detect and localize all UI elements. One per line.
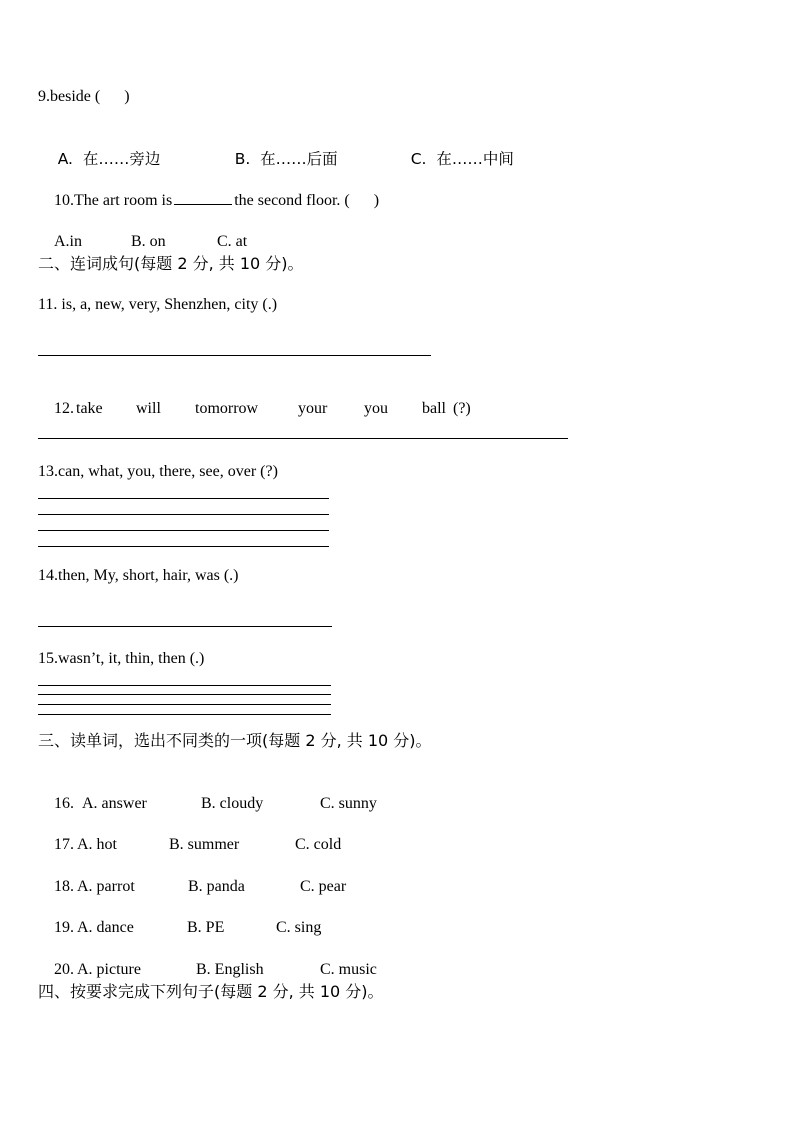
q9-option-c: C. 在……中间 — [410, 150, 514, 168]
answer-line-13a — [38, 498, 329, 499]
q18-number: 18. — [54, 878, 74, 895]
question-11: 11. is, a, new, very, Shenzhen, city (.) — [38, 296, 278, 313]
q17-option-a: A. hot — [77, 836, 117, 853]
q16-option-a: A. answer — [82, 795, 147, 812]
answer-line-12 — [38, 438, 568, 439]
answer-line-13d — [38, 546, 329, 547]
answer-line-15b — [38, 694, 331, 695]
q17-option-b: B. summer — [169, 836, 240, 853]
q18-option-b: B. panda — [188, 878, 245, 895]
q12-word: take — [76, 400, 103, 417]
answer-line-13c — [38, 530, 329, 531]
answer-line-14 — [38, 626, 332, 627]
q17-number: 17. — [54, 836, 74, 853]
q16-option-c: C. sunny — [320, 795, 377, 812]
q12-word: ball — [422, 400, 446, 417]
section-3-heading: 三、读单词，选出不同类的一项(每题 2 分, 共 10 分)。 — [38, 731, 432, 750]
q10-option-b: B. on — [131, 233, 166, 250]
q16-option-b: B. cloudy — [201, 795, 264, 812]
q16-number: 16. — [54, 795, 74, 812]
q10-option-c: C. at — [217, 233, 248, 250]
q20-option-b: B. English — [196, 961, 264, 978]
q12-word: tomorrow — [195, 400, 259, 417]
q20-number: 20. — [54, 961, 74, 978]
answer-line-13b — [38, 514, 329, 515]
q12-word: you — [364, 400, 388, 417]
q20-option-a: A. picture — [77, 961, 141, 978]
q9-option-b: B. 在……后面 — [234, 150, 338, 168]
q10-stem-before: 10.The art room is — [54, 192, 173, 209]
question-12 — [38, 379, 471, 439]
q19-number: 19. — [54, 919, 74, 936]
q18-option-a: A. parrot — [77, 878, 135, 895]
q12-word: (?) — [453, 400, 471, 417]
answer-line-15c — [38, 704, 331, 705]
question-14: 14.then, My, short, hair, was (.) — [38, 567, 239, 584]
question-15: 15.wasn’t, it, thin, then (.) — [38, 650, 205, 667]
answer-line-11 — [38, 355, 431, 356]
question-13: 13.can, what, you, there, see, over (?) — [38, 463, 278, 480]
q19-option-a: A. dance — [77, 919, 134, 936]
q12-word: will — [136, 400, 161, 417]
q10-option-a: A.in — [54, 233, 82, 250]
answer-line-15a — [38, 685, 331, 686]
section-4-heading: 四、按要求完成下列句子(每题 2 分, 共 10 分)。 — [38, 982, 384, 1001]
q19-option-c: C. sing — [276, 919, 322, 936]
question-9-stem: 9.beside ( ) — [38, 88, 130, 105]
section-2-heading: 二、连词成句(每题 2 分, 共 10 分)。 — [38, 254, 304, 273]
q20-option-c: C. music — [320, 961, 377, 978]
answer-line-15d — [38, 714, 331, 715]
q18-option-c: C. pear — [300, 878, 347, 895]
q12-number: 12. — [54, 400, 74, 417]
q19-option-b: B. PE — [187, 919, 225, 936]
q12-word: your — [298, 400, 328, 417]
q17-option-c: C. cold — [295, 836, 342, 853]
q9-option-a: A. 在……旁边 — [57, 150, 161, 168]
answer-blank — [174, 190, 232, 205]
q10-stem-after: the second floor. ( ) — [234, 192, 380, 209]
